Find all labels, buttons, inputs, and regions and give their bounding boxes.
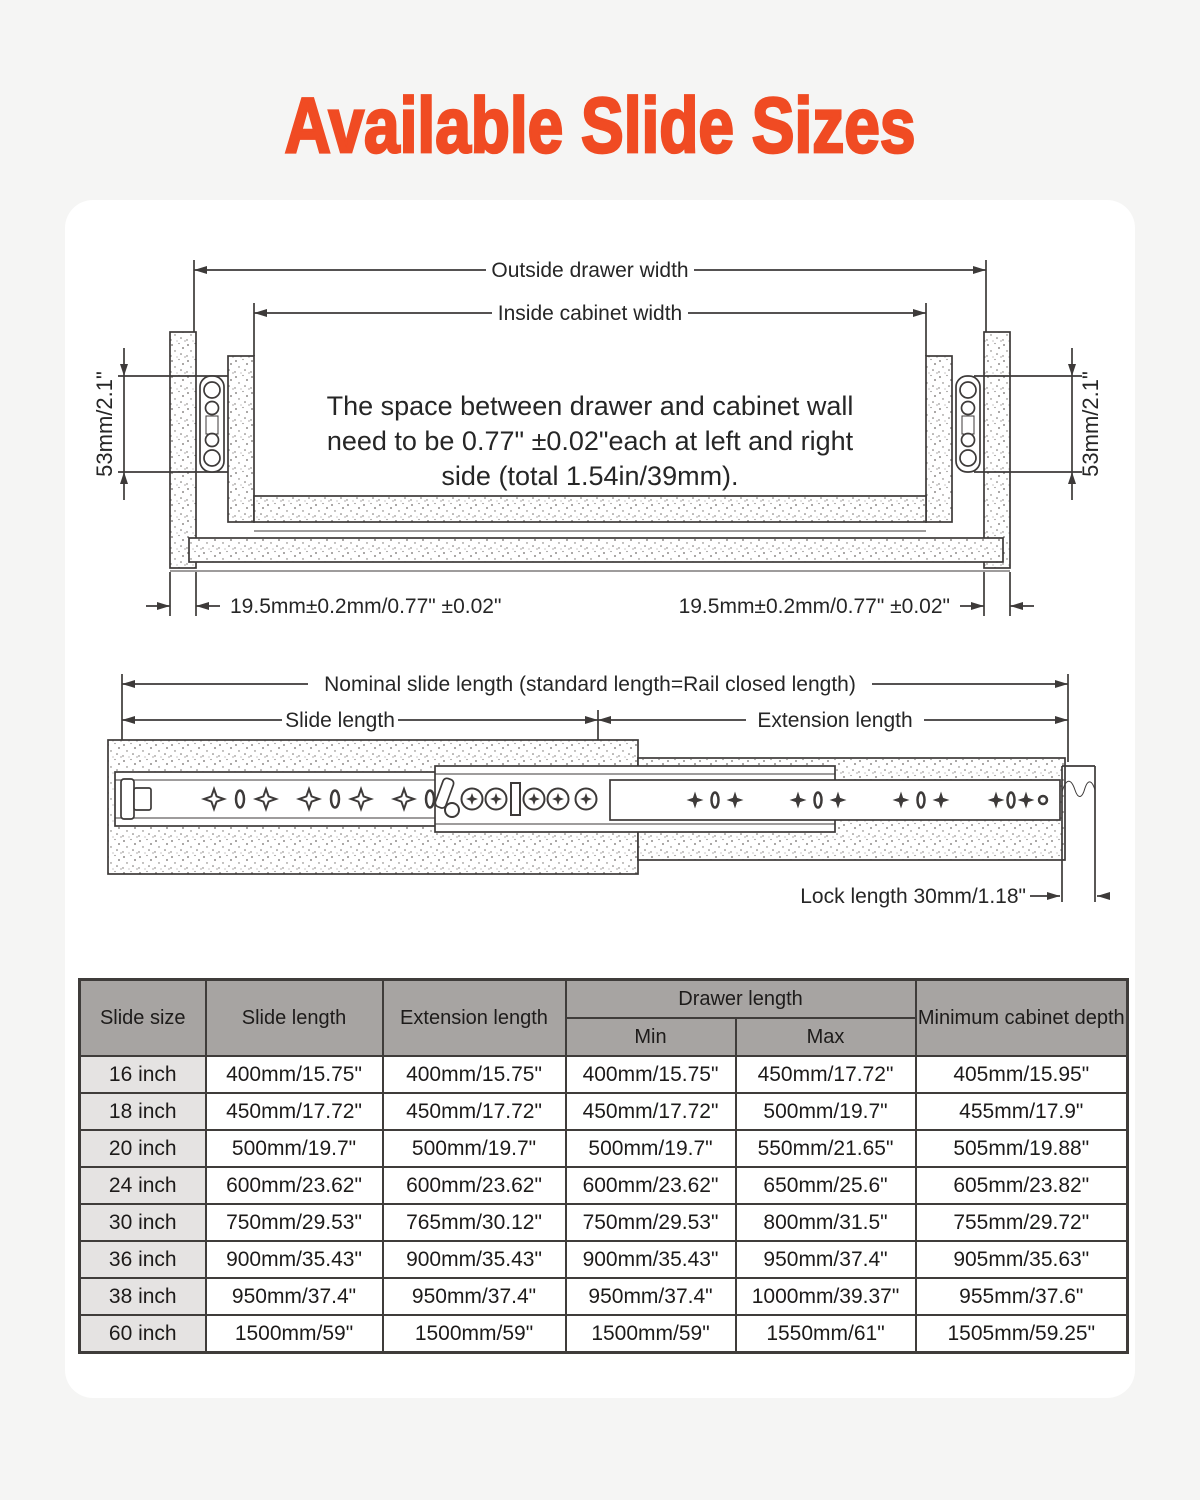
value-cell: 550mm/21.65" bbox=[736, 1130, 916, 1167]
spacing-note-line1: The space between drawer and cabinet wall bbox=[326, 391, 854, 421]
value-cell: 500mm/19.7" bbox=[383, 1130, 566, 1167]
table-row bbox=[80, 1204, 1128, 1241]
value-cell: 1500mm/59" bbox=[206, 1315, 383, 1353]
rail-height-label-left: 53mm/2.1" bbox=[92, 371, 117, 477]
value-cell: 400mm/15.75" bbox=[206, 1056, 383, 1093]
header-extension-length: Extension length bbox=[383, 980, 566, 1057]
outside-width-label: Outside drawer width bbox=[491, 259, 689, 282]
value-cell: 400mm/15.75" bbox=[566, 1056, 736, 1093]
header-slide-length: Slide length bbox=[206, 980, 383, 1057]
left-drawer-wall bbox=[228, 356, 254, 522]
value-cell: 1500mm/59" bbox=[383, 1315, 566, 1353]
spacing-note-line3: side (total 1.54in/39mm). bbox=[441, 461, 739, 491]
value-cell: 605mm/23.82" bbox=[916, 1167, 1128, 1204]
gap-label-left: 19.5mm±0.2mm/0.77" ±0.02" bbox=[230, 595, 502, 618]
slide-size-cell: 20 inch bbox=[80, 1130, 206, 1167]
value-cell: 900mm/35.43" bbox=[566, 1241, 736, 1278]
value-cell: 405mm/15.95" bbox=[916, 1056, 1128, 1093]
right-drawer-wall bbox=[926, 356, 952, 522]
inside-width-dimension bbox=[254, 302, 926, 356]
value-cell: 800mm/31.5" bbox=[736, 1204, 916, 1241]
table-header bbox=[80, 980, 1128, 1057]
value-cell: 455mm/17.9" bbox=[916, 1093, 1128, 1130]
page-title: Available Slide Sizes bbox=[284, 81, 916, 169]
gap-label-right: 19.5mm±0.2mm/0.77" ±0.02" bbox=[678, 595, 950, 618]
slide-rail-cross-section-right bbox=[956, 376, 980, 472]
gap-dimension-left bbox=[146, 572, 501, 618]
value-cell: 450mm/17.72" bbox=[383, 1093, 566, 1130]
header-drawer-max: Max bbox=[736, 1018, 916, 1056]
value-cell: 500mm/19.7" bbox=[206, 1130, 383, 1167]
value-cell: 950mm/37.4" bbox=[206, 1278, 383, 1315]
value-cell: 950mm/37.4" bbox=[566, 1278, 736, 1315]
value-cell: 1000mm/39.37" bbox=[736, 1278, 916, 1315]
value-cell: 1550mm/61" bbox=[736, 1315, 916, 1353]
slide-table-body bbox=[80, 1056, 1128, 1353]
table-row bbox=[80, 1167, 1128, 1204]
value-cell: 600mm/23.62" bbox=[206, 1167, 383, 1204]
table-row bbox=[80, 1056, 1128, 1093]
break-squiggle bbox=[1062, 781, 1095, 796]
slide-rail-cross-section-left bbox=[200, 376, 224, 472]
value-cell: 450mm/17.72" bbox=[206, 1093, 383, 1130]
value-cell: 650mm/25.6" bbox=[736, 1167, 916, 1204]
slide-size-cell: 30 inch bbox=[80, 1204, 206, 1241]
value-cell: 450mm/17.72" bbox=[566, 1093, 736, 1130]
drawer-bottom-panel bbox=[254, 496, 926, 522]
slide-size-cell: 24 inch bbox=[80, 1167, 206, 1204]
value-cell: 750mm/29.53" bbox=[566, 1204, 736, 1241]
content-card bbox=[65, 200, 1135, 1398]
value-cell: 1505mm/59.25" bbox=[916, 1315, 1128, 1353]
gap-dimension-right bbox=[679, 572, 1034, 618]
slide-length-dimension bbox=[122, 709, 598, 732]
header-drawer-min: Min bbox=[566, 1018, 736, 1056]
value-cell: 955mm/37.6" bbox=[916, 1278, 1128, 1315]
rail-height-label-right: 53mm/2.1" bbox=[1078, 371, 1103, 477]
header-slide-size: Slide size bbox=[80, 980, 206, 1057]
value-cell: 950mm/37.4" bbox=[736, 1241, 916, 1278]
slide-size-cell: 18 inch bbox=[80, 1093, 206, 1130]
value-cell: 765mm/30.12" bbox=[383, 1204, 566, 1241]
value-cell: 600mm/23.62" bbox=[383, 1167, 566, 1204]
cabinet-bottom-panel bbox=[189, 538, 1003, 562]
value-cell: 755mm/29.72" bbox=[916, 1204, 1128, 1241]
slide-length-diagram bbox=[90, 662, 1110, 922]
table-row bbox=[80, 1278, 1128, 1315]
drawer-cross-section-diagram bbox=[90, 230, 1110, 660]
right-outer-wall bbox=[984, 332, 1010, 568]
spacing-note bbox=[327, 391, 854, 491]
slide-size-cell: 16 inch bbox=[80, 1056, 206, 1093]
nominal-length-label: Nominal slide length (standard length=Rail closed length) bbox=[324, 673, 856, 696]
slide-size-cell: 38 inch bbox=[80, 1278, 206, 1315]
inside-width-label: Inside cabinet width bbox=[497, 302, 683, 325]
header-drawer-length: Drawer length bbox=[566, 980, 916, 1019]
value-cell: 450mm/17.72" bbox=[736, 1056, 916, 1093]
value-cell: 750mm/29.53" bbox=[206, 1204, 383, 1241]
extension-rail bbox=[610, 780, 1060, 820]
table-row bbox=[80, 1241, 1128, 1278]
slide-size-cell: 60 inch bbox=[80, 1315, 206, 1353]
lock-length-label: Lock length 30mm/1.18" bbox=[800, 885, 1026, 908]
value-cell: 400mm/15.75" bbox=[383, 1056, 566, 1093]
value-cell: 900mm/35.43" bbox=[383, 1241, 566, 1278]
value-cell: 900mm/35.43" bbox=[206, 1241, 383, 1278]
value-cell: 1500mm/59" bbox=[566, 1315, 736, 1353]
table-row bbox=[80, 1315, 1128, 1353]
value-cell: 905mm/35.63" bbox=[916, 1241, 1128, 1278]
table-row bbox=[80, 1093, 1128, 1130]
slide-length-label: Slide length bbox=[285, 709, 395, 732]
value-cell: 505mm/19.88" bbox=[916, 1130, 1128, 1167]
value-cell: 500mm/19.7" bbox=[736, 1093, 916, 1130]
left-outer-wall bbox=[170, 332, 196, 568]
value-cell: 500mm/19.7" bbox=[566, 1130, 736, 1167]
value-cell: 600mm/23.62" bbox=[566, 1167, 736, 1204]
rail-end-bracket bbox=[121, 779, 134, 819]
slide-size-table bbox=[78, 978, 1129, 1354]
extension-length-label: Extension length bbox=[757, 709, 913, 732]
value-cell: 950mm/37.4" bbox=[383, 1278, 566, 1315]
spacing-note-line2: need to be 0.77" ±0.02"each at left and right bbox=[326, 426, 854, 456]
header-min-cabinet-depth: Minimum cabinet depth bbox=[916, 980, 1128, 1057]
table-row bbox=[80, 1130, 1128, 1167]
slide-size-cell: 36 inch bbox=[80, 1241, 206, 1278]
